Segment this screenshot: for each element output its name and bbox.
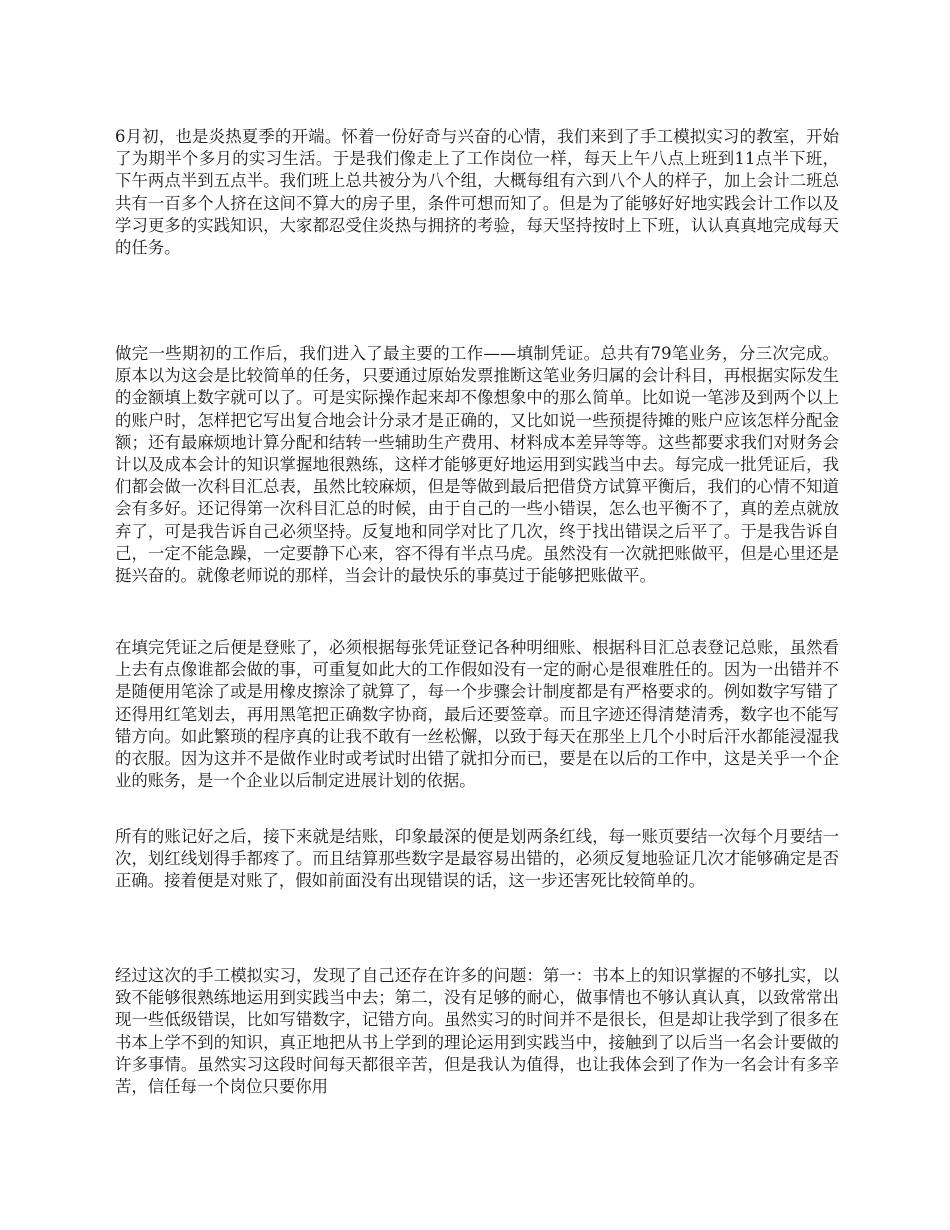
paragraph-vouchers: 做完一些期初的工作后，我们进入了最主要的工作——填制凭证。总共有79笔业务，分三次完成。原本以为这会是比较简单的任务，只要通过原始发票推断这笔业务归属的会计科目，再根据实际发生的金额填上数字就可以了。可是实际操作起来却不像想象中的那么简单。比如说一笔涉及到两个以上的账户时，怎样把它写出复合地会计分录才是正确的，又比如说一些预提待摊的账户应该怎样分配金额；还有最麻烦地计算分配和结转一些辅助生产费用、材料成本差异等等。这些都要求我们对财务会计以及成本会计的知识掌握地很熟练，这样才能够更好地运用到实践当中去。每完成一批凭证后，我们都会做一次科目汇总表，虽然比较麻烦，但是等做到最后把借贷方试算平衡后，我们的心情不知道会有多好。还记得第一次科目汇总的时候，由于自己的一些小错误，怎么也平衡不了，真的差点就放弃了，可是我告诉自己必须坚持。反复地和同学对比了几次，终于找出错误之后平了。于是我告诉自己，一定不能急躁，一定要静下心来，容不得有半点马虎。虽然没有一次就把账做平，但是心里还是挺兴奋的。就像老师说的那样，当会计的最快乐的事莫过于能够把账做平。: [115, 344, 839, 586]
paragraph-closing: 所有的账记好之后，接下来就是结账，印象最深的便是划两条红线，每一账页要结一次每个月要结一次，划红线划得手都疼了。而且结算那些数字是最容易出错的，必须反复地验证几次才能够确定是否正确。接着便是对账了，假如前面没有出现错误的话，这一步还害死比较简单的。: [115, 827, 839, 891]
paragraph-intro: 6月初，也是炎热夏季的开端。怀着一份好奇与兴奋的心情，我们来到了手工模拟实习的教室，开始了为期半个多月的实习生活。于是我们像走上了工作岗位一样，每天上午八点上班到11点半下班，下午两点半到五点半。我们班上总共被分为八个组，大概每组有六到八个人的样子，加上会计二班总共有一百多个人挤在这间不算大的房子里，条件可想而知了。但是为了能够好好地实践会计工作以及学习更多的实践知识，大家都忍受住炎热与拥挤的考验，每天坚持按时上下班，认认真真地完成每天的任务。: [115, 127, 839, 258]
paragraph-reflection: 经过这次的手工模拟实习，发现了自己还存在许多的问题：第一：书本上的知识掌握的不够扎实，以致不能够很熟练地运用到实践当中去；第二，没有足够的耐心，做事情也不够认真认真，以致常常出现一些低级错误，比如写错数字，记错方向。虽然实习的时间并不是很长，但是却让我学到了很多在书本上学不到的知识，真正地把从书上学到的理论运用到实践当中，接触到了以后当一名会计要做的许多事情。虽然实习这段时间每天都很辛苦，但是我认为值得，也让我体会到了作为一名会计有多辛苦，信任每一个岗位只要你用: [115, 966, 839, 1097]
paragraph-ledger: 在填完凭证之后便是登账了，必须根据每张凭证登记各种明细账、根据科目汇总表登记总账，虽然看上去有点像谁都会做的事，可重复如此大的工作假如没有一定的耐心是很难胜任的。因为一出错并不是随便用笔涂了或是用橡皮擦涂了就算了，每一个步骤会计制度都是有严格要求的。例如数字写错了还得用红笔划去，再用黑笔把正确数字协商，最后还要签章。而且字迹还得清楚清秀，数字也不能写错方向。如此繁琐的程序真的让我不敢有一丝松懈，以致于每天在那坐上几个小时后汗水都能浸湿我的衣服。因为这并不是做作业时或考试时出错了就扣分而已，要是在以后的工作中，这是关乎一个企业的账务，是一个企业以后制定进展计划的依据。: [115, 638, 839, 791]
